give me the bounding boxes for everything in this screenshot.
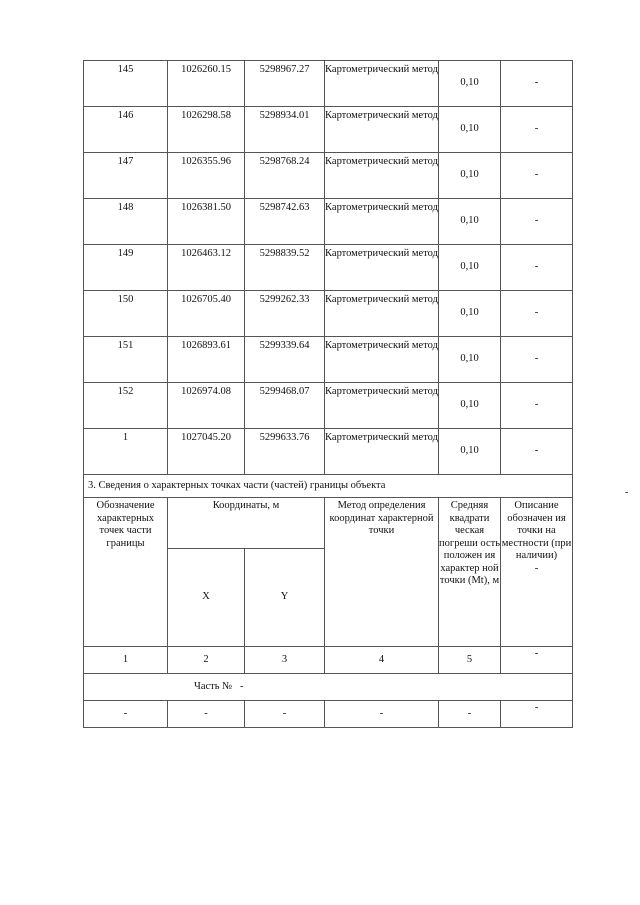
point-mean-error: 0,10 [439, 107, 501, 153]
point-method: Картометрический метод [325, 383, 439, 429]
column-number-6 [501, 647, 573, 674]
point-number: 146 [84, 107, 168, 153]
section-3-title: 3. Сведения о характерных точках части (частей) границы объекта [84, 475, 573, 498]
point-x: 1026463.12 [168, 245, 245, 291]
header-point-designation: Обозначение характерных точек части границы [84, 498, 168, 647]
points-table-body [84, 61, 573, 475]
header-mean-error: Средняя квадрати ческая погреши ость положен ия характер ной точки (Mt), м [439, 498, 501, 647]
point-y: 5299262.33 [245, 291, 325, 337]
point-y: 5298967.27 [245, 61, 325, 107]
point-row [84, 337, 573, 383]
empty-cell-6-text: - [534, 701, 539, 713]
point-x: 1027045.20 [168, 429, 245, 475]
point-row [84, 291, 573, 337]
empty-cell-5: - [439, 701, 501, 728]
point-x: 1026260.15 [168, 61, 245, 107]
point-y: 5298742.63 [245, 199, 325, 245]
point-mean-error: 0,10 [439, 199, 501, 245]
empty-cell-3: - [245, 701, 325, 728]
point-y: 5299339.64 [245, 337, 325, 383]
point-method: Картометрический метод [325, 291, 439, 337]
document-page [83, 60, 572, 728]
point-description: - [501, 61, 573, 107]
empty-cell-1: - [84, 701, 168, 728]
point-x: 1026705.40 [168, 291, 245, 337]
header-description [501, 498, 573, 647]
header-x: X [168, 549, 245, 647]
point-number: 1 [84, 429, 168, 475]
header-method: Метод определения координат характерной точки [325, 498, 439, 647]
empty-cell-6 [501, 701, 573, 728]
column-number-3: 3 [245, 647, 325, 674]
points-table [83, 60, 573, 728]
point-number: 147 [84, 153, 168, 199]
header-description-dash: - [534, 562, 539, 574]
point-description: - [501, 153, 573, 199]
point-number: 149 [84, 245, 168, 291]
point-row [84, 245, 573, 291]
point-mean-error: 0,10 [439, 291, 501, 337]
point-description: - [501, 199, 573, 245]
point-description: - [501, 383, 573, 429]
point-y: 5298839.52 [245, 245, 325, 291]
point-number: 150 [84, 291, 168, 337]
point-row [84, 383, 573, 429]
point-x: 1026298.58 [168, 107, 245, 153]
empty-cell-2: - [168, 701, 245, 728]
point-method: Картометрический метод [325, 429, 439, 475]
point-x: 1026893.61 [168, 337, 245, 383]
point-y: 5299633.76 [245, 429, 325, 475]
point-row [84, 107, 573, 153]
point-mean-error: 0,10 [439, 61, 501, 107]
point-description: - [501, 107, 573, 153]
part-label: Часть № [194, 680, 233, 692]
part-row [84, 674, 573, 701]
point-number: 148 [84, 199, 168, 245]
point-mean-error: 0,10 [439, 383, 501, 429]
column-number-6-text: - [534, 647, 539, 659]
point-description: - [501, 337, 573, 383]
point-row [84, 61, 573, 107]
header-y: Y [245, 549, 325, 647]
empty-cell-4: - [325, 701, 439, 728]
point-row [84, 153, 573, 199]
point-number: 152 [84, 383, 168, 429]
point-number: 151 [84, 337, 168, 383]
point-y: 5298768.24 [245, 153, 325, 199]
column-number-5: 5 [439, 647, 501, 674]
point-method: Картометрический метод [325, 153, 439, 199]
point-method: Картометрический метод [325, 107, 439, 153]
header-description-text: Описание обозначен ия точки на местности (при наличии) [501, 500, 572, 561]
point-method: Картометрический метод [325, 199, 439, 245]
point-method: Картометрический метод [325, 61, 439, 107]
point-row [84, 429, 573, 475]
point-mean-error: 0,10 [439, 429, 501, 475]
column-number-4: 4 [325, 647, 439, 674]
point-method: Картометрический метод [325, 337, 439, 383]
header-coordinates: Координаты, м [168, 498, 325, 549]
point-mean-error: 0,10 [439, 337, 501, 383]
point-mean-error: 0,10 [439, 245, 501, 291]
part-value: - [240, 680, 244, 692]
column-number-2: 2 [168, 647, 245, 674]
point-x: 1026355.96 [168, 153, 245, 199]
point-mean-error: 0,10 [439, 153, 501, 199]
point-y: 5298934.01 [245, 107, 325, 153]
point-description: - [501, 245, 573, 291]
point-number: 145 [84, 61, 168, 107]
point-y: 5299468.07 [245, 383, 325, 429]
point-method: Картометрический метод [325, 245, 439, 291]
column-number-1: 1 [84, 647, 168, 674]
point-description: - [501, 291, 573, 337]
point-x: 1026974.08 [168, 383, 245, 429]
point-row [84, 199, 573, 245]
point-x: 1026381.50 [168, 199, 245, 245]
stray-dash-mark: - [625, 487, 629, 498]
point-description: - [501, 429, 573, 475]
